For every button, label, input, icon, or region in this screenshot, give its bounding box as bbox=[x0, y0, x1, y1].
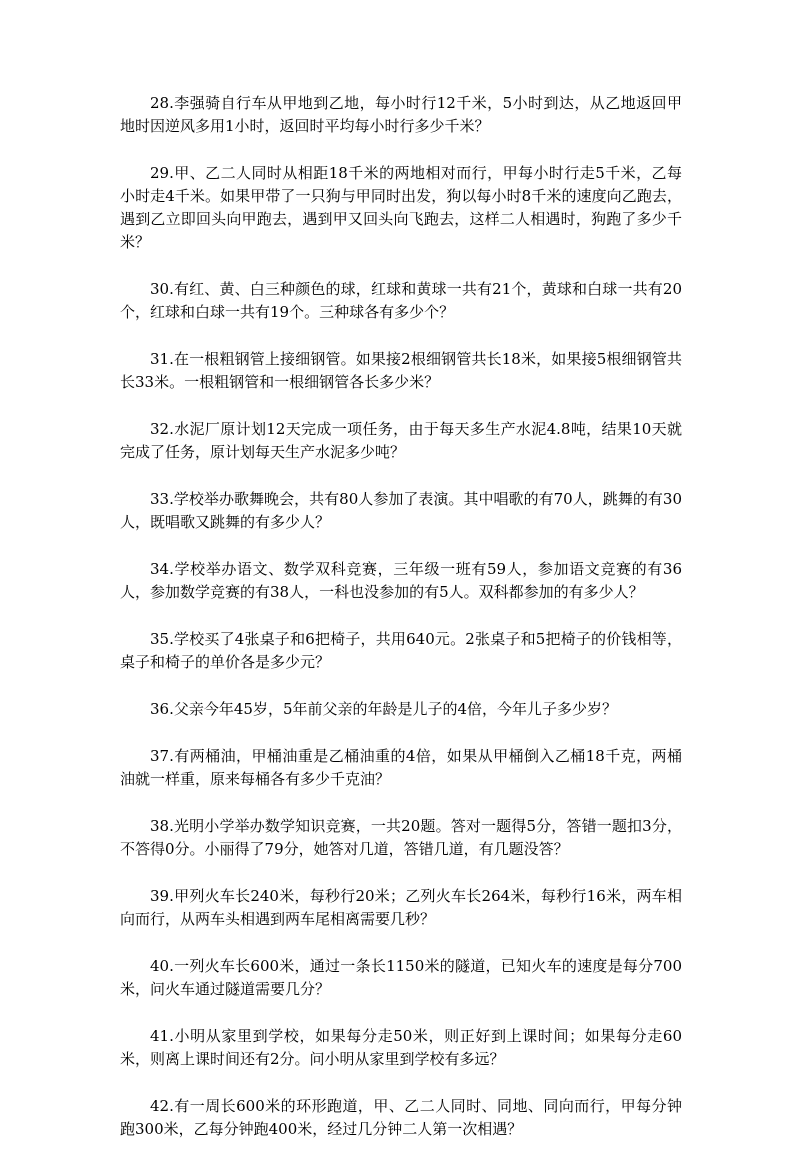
problem-42: 42.有一周长600米的环形跑道，甲、乙二人同时、同地、同向而行，甲每分钟跑300米，乙每分钟跑400米，经过几分钟二人第一次相遇？ bbox=[120, 1097, 682, 1138]
problem-33: 33.学校举办歌舞晚会，共有80人参加了表演。其中唱歌的有70人，跳舞的有30人，既唱歌又跳舞的有多少人？ bbox=[120, 490, 682, 531]
problem-40: 40.一列火车长600米，通过一条长1150米的隧道，已知火车的速度是每分700米，问火车通过隧道需要几分？ bbox=[120, 957, 682, 998]
problem-35: 35.学校买了4张桌子和6把椅子，共用640元。2张桌子和5把椅子的价钱相等，桌子和椅子的单价各是多少元？ bbox=[120, 630, 682, 671]
problem-32: 32.水泥厂原计划12天完成一项任务，由于每天多生产水泥4.8吨，结果10天就完成了任务，原计划每天生产水泥多少吨？ bbox=[120, 420, 682, 461]
problem-29: 29.甲、乙二人同时从相距18千米的两地相对而行，甲每小时行走5千米，乙每小时走4千米。如果甲带了一只狗与甲同时出发，狗以每小时8千米的速度向乙跑去，遇到乙立即回头向甲跑去，遇到甲又回头向飞跑去，这样二人相遇时，狗跑了多少千米？ bbox=[120, 164, 682, 251]
problem-28: 28.李强骑自行车从甲地到乙地，每小时行12千米，5小时到达，从乙地返回甲地时因逆风多用1小时，返回时平均每小时行多少千米？ bbox=[120, 94, 682, 135]
problem-30: 30.有红、黄、白三种颜色的球，红球和黄球一共有21个，黄球和白球一共有20个，红球和白球一共有19个。三种球各有多少个？ bbox=[120, 280, 682, 321]
problem-37: 37.有两桶油，甲桶油重是乙桶油重的4倍，如果从甲桶倒入乙桶18千克，两桶油就一样重，原来每桶各有多少千克油？ bbox=[120, 747, 682, 788]
document-page bbox=[120, 92, 682, 1165]
problem-38: 38.光明小学举办数学知识竞赛，一共20题。答对一题得5分，答错一题扣3分，不答得0分。小丽得了79分，她答对几道，答错几道，有几题没答？ bbox=[120, 817, 682, 858]
problem-36: 36.父亲今年45岁，5年前父亲的年龄是儿子的4倍，今年儿子多少岁？ bbox=[150, 700, 618, 718]
problem-31: 31.在一根粗钢管上接细钢管。如果接2根细钢管共长18米，如果接5根细钢管共长33米。一根粗钢管和一根细钢管各长多少米？ bbox=[120, 350, 682, 391]
problem-41: 41.小明从家里到学校，如果每分走50米，则正好到上课时间；如果每分走60米，则离上课时间还有2分。问小明从家里到学校有多远？ bbox=[120, 1027, 682, 1068]
problem-34: 34.学校举办语文、数学双科竞赛，三年级一班有59人，参加语文竞赛的有36人，参加数学竞赛的有38人，一科也没参加的有5人。双科都参加的有多少人？ bbox=[120, 560, 682, 601]
problem-39: 39.甲列火车长240米，每秒行20米；乙列火车长264米，每秒行16米，两车相向而行，从两车头相遇到两车尾相离需要几秒？ bbox=[120, 887, 682, 928]
